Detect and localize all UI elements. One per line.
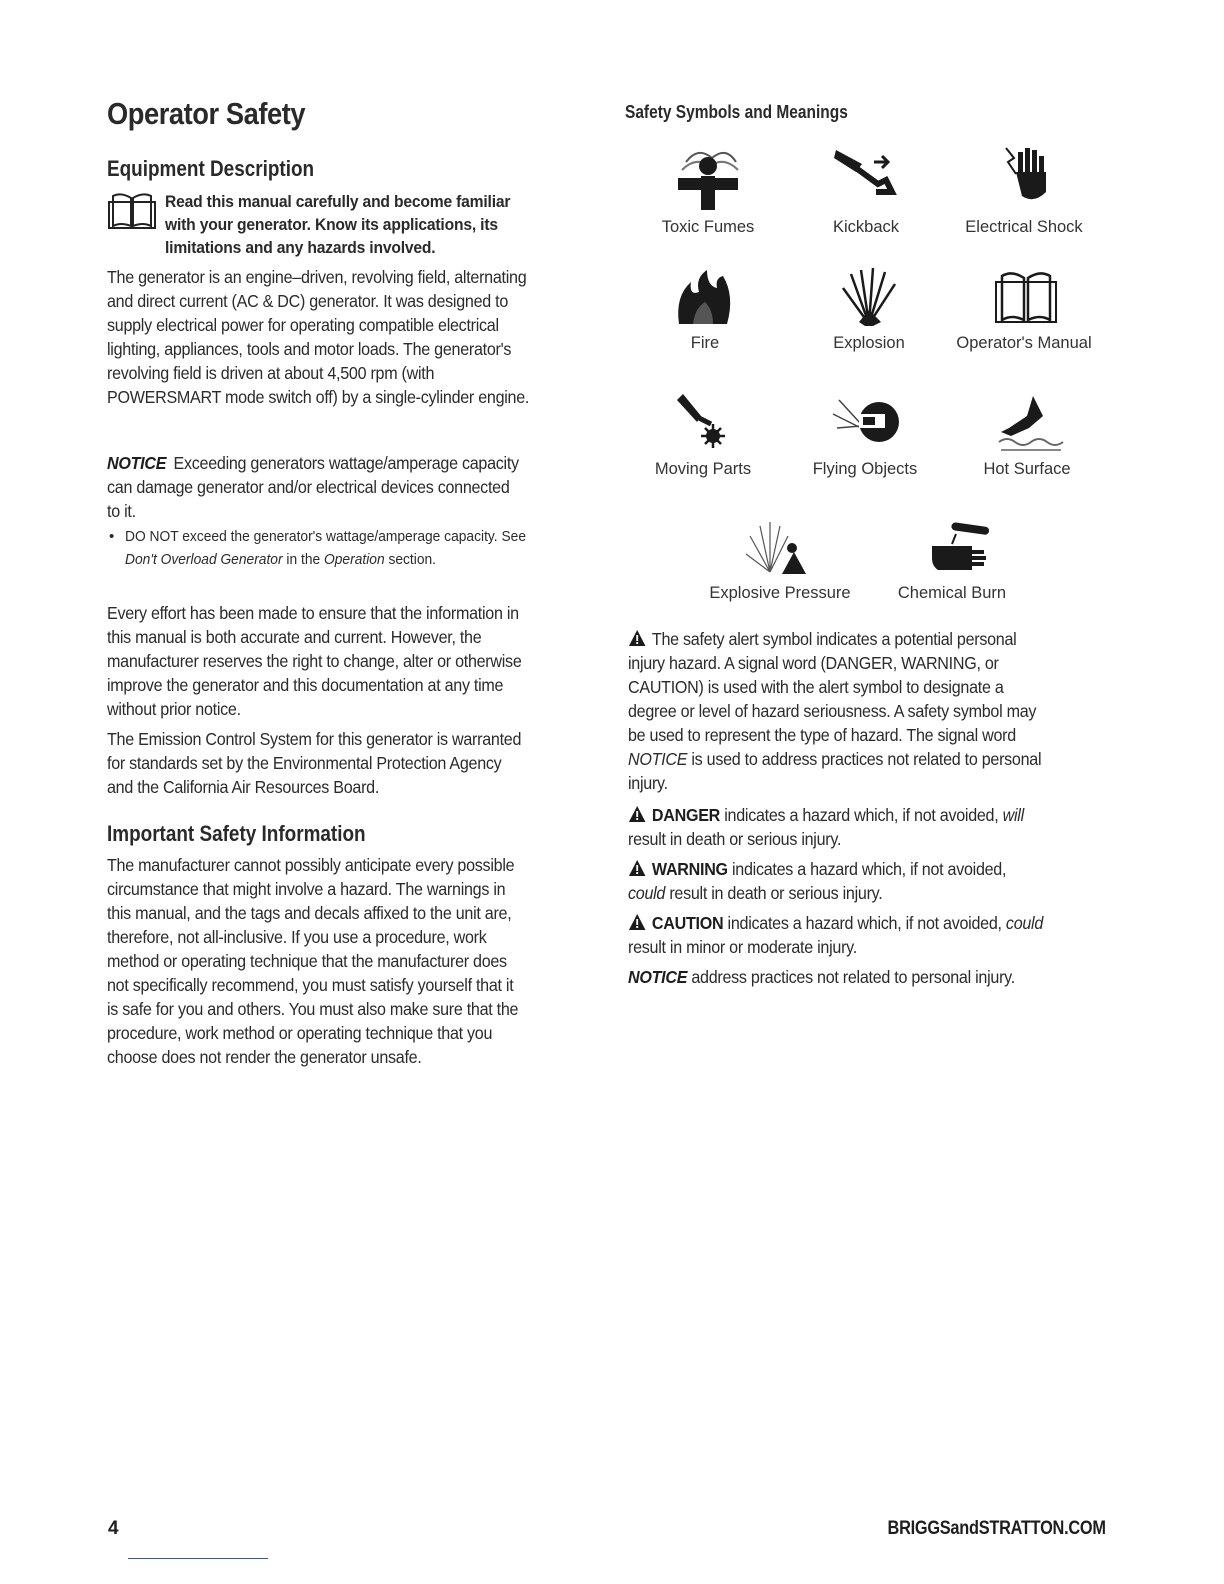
page-title: Operator Safety [107, 96, 306, 131]
fire-icon [665, 266, 745, 328]
bullet-mid: in the [282, 551, 325, 568]
footer-url[interactable]: BRIGGSandSTRATTON.COM [887, 1518, 1106, 1539]
important-line: therefore, not all-inclusive. If you use a procedure, work [107, 927, 487, 947]
alert-last: injury. [628, 773, 668, 793]
warning-em: could [628, 883, 666, 903]
signal-words-section [628, 627, 1118, 989]
toxic-fumes-icon [668, 144, 748, 212]
notice-label: NOTICE [107, 453, 167, 473]
alert-notice-rest: is used to address practices not related to personal [687, 749, 1042, 769]
explosion-icon [829, 266, 909, 328]
desc-line: lighting, appliances, tools and motor loads. The generator's [107, 339, 512, 359]
symbol-label: Chemical Burn [897, 584, 1007, 602]
alert-line: The safety alert symbol indicates a potential personal [651, 629, 1017, 649]
warning-definition [628, 857, 1118, 905]
safety-alert-icon [628, 805, 646, 823]
symbol-explosive-pressure [700, 516, 860, 603]
alert-line: be used to represent the type of hazard. The signal word [628, 725, 1016, 745]
read-line-3: limitations and any hazards involved. [165, 238, 436, 257]
desc-line: supply electrical power for operating compatible electrical [107, 315, 499, 335]
chemical-burn-icon [912, 516, 992, 578]
bullet-section: Operation [324, 551, 385, 568]
footer-divider [128, 1558, 268, 1559]
symbol-label: Electrical Shock [965, 218, 1083, 236]
desc-line: and direct current (AC & DC) generator. It was designed to [107, 291, 509, 311]
notice-definition [628, 965, 1118, 989]
symbols-heading: Safety Symbols and Meanings [625, 102, 848, 122]
desc-line: The generator is an engine–driven, revolving field, alternating [107, 267, 527, 287]
important-paragraph [107, 853, 585, 1069]
important-heading: Important Safety Information [107, 821, 366, 846]
hot-surface-icon [987, 392, 1067, 454]
danger-em: will [1002, 805, 1024, 825]
read-line-2: with your generator. Know its applications, its [165, 215, 498, 234]
safety-alert-icon [628, 913, 646, 931]
notice-text: address practices not related to personal injury. [687, 967, 1015, 987]
emission-line: for standards set by the Environmental Protection Agency [107, 753, 502, 773]
caution-text: indicates a hazard which, if not avoided, [723, 913, 1006, 933]
effort-line: this manual is both accurate and current. However, the [107, 627, 482, 647]
safety-alert-icon [628, 629, 646, 647]
important-line: circumstance that might involve a hazard. The warnings in [107, 879, 506, 899]
bullet-ref: Don't Overload Generator [125, 551, 283, 568]
symbol-label: Fire [690, 334, 720, 352]
read-manual-callout [107, 190, 585, 259]
notice-line-1: Exceeding generators wattage/amperage capacity [173, 453, 519, 473]
symbol-label: Operator's Manual [956, 334, 1092, 352]
important-line: not specifically recommend, you must satisfy yourself that it [107, 975, 514, 995]
alert-notice-word: NOTICE [628, 749, 688, 769]
symbol-hot-surface [947, 392, 1107, 479]
notice-line-3: to it. [107, 501, 136, 521]
important-line: is safe for you and others. You must also make sure that the [107, 999, 519, 1019]
danger-text: indicates a hazard which, if not avoided, [720, 805, 1003, 825]
effort-line: manufacturer reserves the right to change, alter or otherwise [107, 651, 522, 671]
symbol-label: Kickback [832, 218, 900, 236]
symbol-label: Flying Objects [812, 460, 918, 478]
left-column [107, 96, 585, 1069]
symbol-label: Explosive Pressure [709, 584, 851, 602]
bullet-end: section. [384, 551, 437, 568]
important-line: method or operating technique that the manufacturer does [107, 951, 507, 971]
warning-word: WARNING [651, 859, 728, 879]
read-line-1: Read this manual carefully and become familiar [165, 192, 511, 211]
overload-bullet [107, 525, 585, 571]
symbol-label: Moving Parts [654, 460, 752, 478]
flying-objects-icon [825, 392, 905, 454]
alert-line: CAUTION) is used with the alert symbol to designate a [628, 677, 1004, 697]
important-line: procedure, work method or operating technique that you [107, 1023, 493, 1043]
important-line: choose does not render the generator unsafe. [107, 1047, 422, 1067]
emission-paragraph [107, 727, 585, 799]
effort-line: without prior notice. [107, 699, 241, 719]
symbol-flying-objects [785, 392, 945, 479]
symbol-electrical-shock [944, 144, 1104, 237]
effort-paragraph [107, 601, 585, 721]
operators-manual-icon [984, 266, 1064, 328]
effort-line: Every effort has been made to ensure that the information in [107, 603, 519, 623]
notice-word: NOTICE [628, 967, 688, 987]
symbol-explosion [789, 266, 949, 353]
notice-line-2: can damage generator and/or electrical devices connected [107, 477, 510, 497]
symbol-label: Toxic Fumes [661, 218, 755, 236]
symbol-label: Explosion [833, 334, 905, 352]
page-number: 4 [108, 1518, 119, 1539]
symbol-operators-manual [944, 266, 1104, 353]
electrical-shock-icon [984, 144, 1064, 212]
symbol-chemical-burn [872, 516, 1032, 603]
equipment-heading: Equipment Description [107, 156, 315, 181]
symbol-moving-parts [623, 392, 783, 479]
alert-line: injury hazard. A signal word (DANGER, WARNING, or [628, 653, 999, 673]
symbol-label: Hot Surface [983, 460, 1071, 478]
effort-line: improve the generator and this documentation at any time [107, 675, 504, 695]
warning-line-2: result in death or serious injury. [665, 883, 883, 903]
bullet-line-1: DO NOT exceed the generator's wattage/amperage capacity. See [125, 528, 527, 545]
important-line: The manufacturer cannot possibly anticipate every possible [107, 855, 515, 875]
moving-parts-icon [663, 392, 743, 454]
symbol-toxic-fumes [628, 144, 788, 237]
desc-line: POWERSMART mode switch off) by a single-cylinder engine. [107, 387, 530, 407]
alert-line: degree or level of hazard seriousness. A safety symbol may [628, 701, 1037, 721]
kickback-icon [826, 144, 906, 212]
danger-word: DANGER [651, 805, 721, 825]
important-line: this manual, and the tags and decals affixed to the unit are, [107, 903, 512, 923]
caution-line-2: result in minor or moderate injury. [628, 937, 857, 957]
desc-line: revolving field is driven at about 4,500 rpm (with [107, 363, 435, 383]
notice-block [107, 451, 585, 523]
caution-word: CAUTION [651, 913, 724, 933]
symbol-kickback [786, 144, 946, 237]
caution-em: could [1005, 913, 1044, 933]
caution-definition [628, 911, 1118, 959]
generator-description [107, 265, 585, 409]
symbol-fire [625, 266, 785, 353]
warning-text: indicates a hazard which, if not avoided, [727, 859, 1007, 879]
danger-definition [628, 803, 1118, 851]
danger-line-2: result in death or serious injury. [628, 829, 842, 849]
operators-manual-icon [107, 190, 157, 230]
explosive-pressure-icon [740, 516, 820, 578]
safety-alert-icon [628, 859, 646, 877]
emission-line: The Emission Control System for this generator is warranted [107, 729, 522, 749]
emission-line: and the California Air Resources Board. [107, 777, 380, 797]
